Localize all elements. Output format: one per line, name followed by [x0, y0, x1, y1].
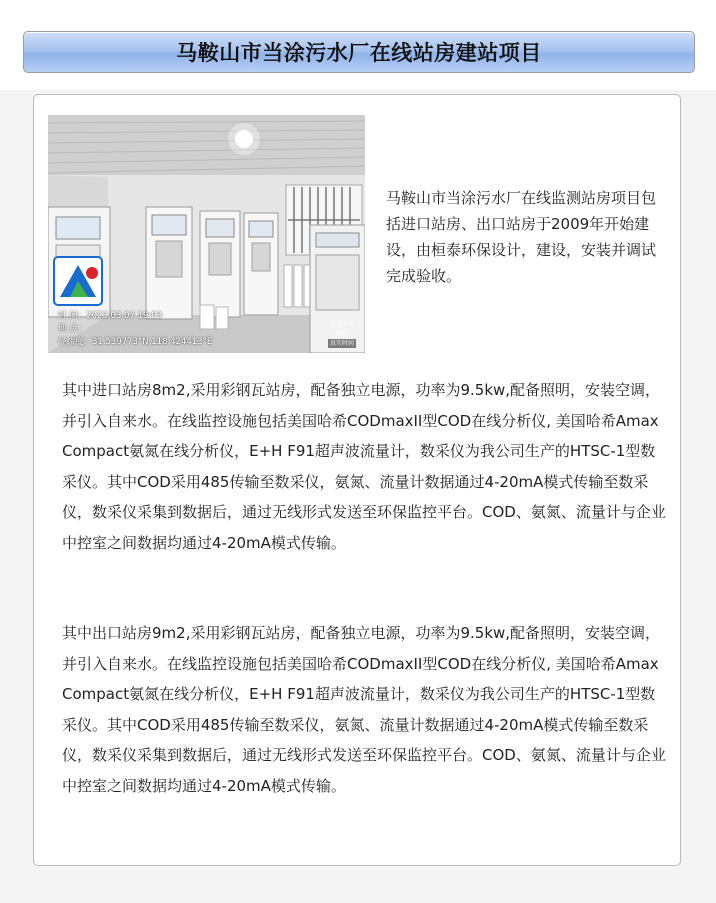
station-photo — [48, 115, 365, 353]
stamp-line-2: 相机 — [335, 330, 348, 337]
stamp-seal: 真实时间 — [329, 340, 354, 347]
title-bar — [23, 31, 695, 73]
photo-watermark — [58, 310, 212, 349]
inlet-station-paragraph: 其中进口站房8m2,采用彩钢瓦站房，配备独立电源，功率为9.5kw,配备照明，安装空调，并引入自来水。在线监控设施包括美国哈希CODmaxII型COD在线分析仪, 美国哈希Amax Compact氨氮在线分析仪，E+H F91超声波流量计，数采仪为我公司生产的HTSC-1型数采仪。其中COD采用485传输至数采仪，氨氮、流量计数据通过4-20mA模式传输至数采仪，数采仪采集到数据后，通过无线形式发送至环保监控平台。COD、氨氮、流量计与企业中控室之间数据均通过4-20mA模式传输。 — [62, 381, 666, 552]
page-title: 马鞍山市当涂污水厂在线站房建站项目 — [176, 41, 542, 65]
photo-coords: 经纬度：31.539773°N,118.424413°E — [58, 337, 213, 347]
camera-stamp — [323, 320, 361, 350]
photo-place: 地 点： — [58, 324, 87, 334]
content-panel — [33, 94, 681, 866]
photo-time: 时 间：2023.03.07 19:03 — [58, 311, 163, 321]
stamp-line-1: 今日水印 — [329, 321, 354, 328]
intro-text: 马鞍山市当涂污水厂在线监测站房项目包括进口站房、出口站房于2009年开始建设，由桓泰环保设计，建设，安装并调试完成验收。 — [386, 189, 657, 285]
outlet-station-paragraph: 其中出口站房9m2,采用彩钢瓦站房，配备独立电源，功率为9.5kw,配备照明，安装空调，并引入自来水。在线监控设施包括美国哈希CODmaxII型COD在线分析仪, 美国哈希Amax Compact氨氮在线分析仪，E+H F91超声波流量计，数采仪为我公司生产的HTSC-1型数采仪。其中COD采用485传输至数采仪，氨氮、流量计数据通过4-20mA模式传输至数采仪，数采仪采集到数据后，通过无线形式发送至环保监控平台。COD、氨氮、流量计与企业中控室之间数据均通过4-20mA模式传输。 — [62, 624, 666, 795]
